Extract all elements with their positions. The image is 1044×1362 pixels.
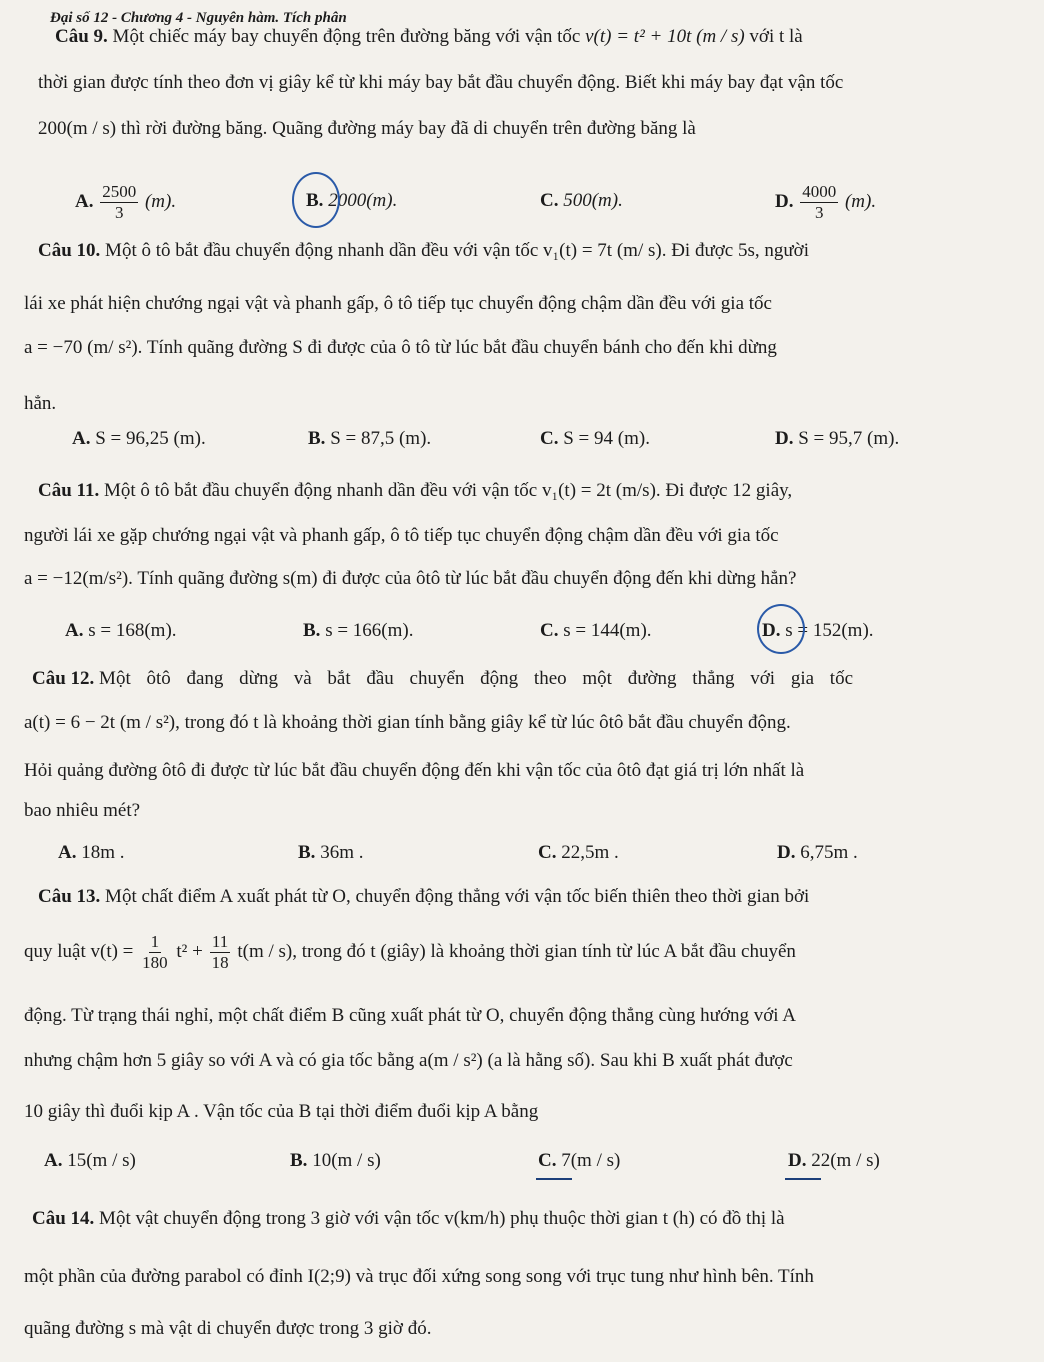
q11-option-b[interactable] (303, 620, 413, 642)
q12-option-d-label: D. (777, 842, 796, 863)
q11-answer-circle-mark (757, 604, 805, 654)
q10-option-b[interactable] (308, 428, 431, 450)
q9-line-3: 200(m / s) thì rời đường băng. Quãng đường máy bay đã di chuyển trên đường băng là (38, 118, 696, 139)
q14-label: Câu 14. (32, 1208, 95, 1229)
q13-option-d-value: 22(m / s) (811, 1150, 880, 1171)
q10-option-d-label: D. (775, 428, 794, 449)
q12-line-3: Hỏi quảng đường ôtô đi được từ lúc bắt đầu chuyển động đến khi vận tốc của ôtô đạt giá trị lớn nhất là (24, 760, 805, 781)
q14-text-1: Một vật chuyển động trong 3 giờ với vận tốc v(km/h) phụ thuộc thời gian t (h) có đồ thị là (99, 1208, 785, 1229)
q13-option-c-label: C. (538, 1150, 557, 1171)
q11-line-2: người lái xe gặp chướng ngại vật và phanh gấp, ô tô tiếp tục chuyển động chậm dần đều với gia tốc (24, 525, 779, 546)
q9-option-d-label: D. (775, 190, 794, 212)
q13-fraction-2-denominator: 18 (211, 953, 229, 972)
q11-option-a-value: s = 168(m). (88, 620, 177, 641)
q12-option-a-label: A. (58, 842, 77, 863)
q9-option-a-unit: (m). (144, 190, 177, 212)
q12-label: Câu 12. (32, 668, 95, 689)
q11-option-d-label: D. (762, 620, 781, 641)
q13-text-2c: t(m / s), trong đó t (giây) là khoảng thời gian tính từ lúc A bắt đầu chuyển (237, 940, 796, 962)
q13-option-a-label: A. (44, 1150, 63, 1171)
q13-line-2 (24, 932, 796, 973)
q13-line-3: động. Từ trạng thái nghỉ, một chất điểm B cũng xuất phát từ O, chuyển động thẳng cùng hướng với A (24, 1005, 796, 1026)
q12-option-d[interactable] (777, 842, 858, 864)
q9-line-1 (55, 26, 803, 48)
q12-option-a-value: 18m . (81, 842, 125, 863)
q13-option-b-value: 10(m / s) (312, 1150, 381, 1171)
q13-line-5: 10 giây thì đuổi kịp A . Vận tốc của B tại thời điểm đuổi kịp A bằng (24, 1101, 539, 1122)
q9-option-c-value: 500(m). (563, 190, 623, 211)
q13-option-b-label: B. (290, 1150, 308, 1171)
q11-option-b-value: s = 166(m). (325, 620, 414, 641)
q10-option-b-label: B. (308, 428, 326, 449)
q11-line-3: a = −12(m/s²). Tính quãng đường s(m) đi được của ôtô từ lúc bắt đầu chuyển động đến khi dừng hẳn? (24, 568, 797, 589)
q10-option-d[interactable] (775, 428, 899, 450)
q10-option-b-value: S = 87,5 (m). (330, 428, 432, 449)
q10-line-4: hẳn. (24, 393, 57, 414)
q13-text-2a: quy luật v(t) = (24, 940, 134, 962)
q13-line-1 (38, 886, 809, 908)
q9-velocity-formula: v(t) = t² + 10t (m / s) (585, 26, 745, 47)
q9-option-d-unit: (m). (844, 190, 877, 212)
q9-option-d-denominator: 3 (814, 203, 824, 222)
q9-option-d-numerator: 4000 (802, 182, 837, 201)
q9-option-d[interactable] (775, 182, 876, 223)
page-header: Đại số 12 - Chương 4 - Nguyên hàm. Tích phân (50, 10, 347, 26)
q11-text-1: Một ô tô bắt đầu chuyển động nhanh dần đều với vận tốc v₁(t) = 2t (m/s). Đi được 12 giây, (104, 480, 793, 501)
q13-fraction-1-denominator: 180 (142, 953, 168, 972)
q10-option-c-value: S = 94 (m). (563, 428, 650, 449)
q10-text-1: Một ô tô bắt đầu chuyển động nhanh dần đều với vận tốc v₁(t) = 7t (m/ s). Đi được 5s, người (105, 240, 809, 261)
q12-option-b[interactable] (298, 842, 363, 864)
q9-label: Câu 9. (55, 26, 108, 47)
q12-line-4: bao nhiêu mét? (24, 800, 141, 821)
q12-option-c[interactable] (538, 842, 619, 864)
q9-option-a-numerator: 2500 (102, 182, 137, 201)
q14-line-3: quãng đường s mà vật di chuyển được trong 3 giờ đó. (24, 1318, 432, 1339)
q12-option-a[interactable] (58, 842, 125, 864)
q9-text-1a: Một chiếc máy bay chuyển động trên đường băng với vận tốc (112, 26, 581, 47)
q13-label: Câu 13. (38, 886, 101, 907)
q9-option-a-fraction (100, 182, 138, 223)
q11-option-d-value: s = 152(m). (785, 620, 874, 641)
q13-option-b[interactable] (290, 1150, 381, 1172)
q10-option-c-label: C. (540, 428, 559, 449)
q13-option-d-underline-mark (785, 1178, 821, 1180)
q11-option-c-value: s = 144(m). (563, 620, 652, 641)
q12-option-c-label: C. (538, 842, 557, 863)
q11-option-b-label: B. (303, 620, 321, 641)
q9-option-a-label: A. (75, 190, 94, 212)
q10-line-3: a = −70 (m/ s²). Tính quãng đường S đi được của ô tô từ lúc bắt đầu chuyển bánh cho đến khi dừng (24, 337, 777, 358)
q10-line-2: lái xe phát hiện chướng ngại vật và phanh gấp, ô tô tiếp tục chuyển động chậm dần đều với gia tốc (24, 293, 772, 314)
q10-option-a[interactable] (72, 428, 206, 450)
q10-line-1 (38, 240, 809, 262)
q12-text-1: Một ôtô đang dừng và bắt đầu chuyển động theo một đường thẳng với gia tốc (99, 668, 854, 689)
q9-option-c-label: C. (540, 190, 559, 211)
q9-option-a[interactable] (75, 182, 176, 223)
q13-option-c-value: 7(m / s) (561, 1150, 621, 1171)
q13-fraction-1 (140, 932, 170, 973)
q12-option-c-value: 22,5m . (561, 842, 619, 863)
q13-fraction-1-numerator: 1 (150, 932, 160, 951)
q9-text-1b: với t là (749, 26, 803, 47)
q9-option-a-denominator: 3 (114, 203, 124, 222)
q11-label: Câu 11. (38, 480, 100, 501)
q11-option-a-label: A. (65, 620, 84, 641)
q12-option-b-label: B. (298, 842, 316, 863)
q12-line-2: a(t) = 6 − 2t (m / s²), trong đó t là khoảng thời gian tính bằng giây kể từ lúc ôtô bắt đầu chuyển động. (24, 712, 791, 733)
q14-line-2: một phần của đường parabol có đỉnh I(2;9) và trục đối xứng song song với trục tung như hình bên. Tính (24, 1266, 814, 1287)
q9-answer-circle-mark (292, 172, 340, 228)
q9-option-c[interactable] (540, 190, 623, 212)
q13-option-a[interactable] (44, 1150, 136, 1172)
q13-text-1: Một chất điểm A xuất phát từ O, chuyển động thẳng với vận tốc biến thiên theo thời gian bởi (105, 886, 810, 907)
q13-option-d-label: D. (788, 1150, 807, 1171)
q13-option-a-value: 15(m / s) (67, 1150, 136, 1171)
q13-option-d[interactable] (788, 1150, 880, 1172)
q9-line-2: thời gian được tính theo đơn vị giây kể từ khi máy bay bắt đầu chuyển động. Biết khi máy bay đạt vận tốc (38, 72, 844, 93)
q13-text-2b: t² + (176, 940, 203, 962)
q9-option-d-fraction (800, 182, 838, 223)
q10-option-d-value: S = 95,7 (m). (798, 428, 900, 449)
q9-option-b-label: B. (306, 190, 324, 211)
q11-line-1 (38, 480, 792, 502)
q12-line-1 (32, 668, 853, 690)
q13-option-c[interactable] (538, 1150, 620, 1172)
q12-option-b-value: 36m . (320, 842, 364, 863)
q10-label: Câu 10. (38, 240, 101, 261)
q9-option-b-value: 2000(m). (328, 190, 398, 211)
q11-option-a[interactable] (65, 620, 177, 642)
q11-option-c[interactable] (540, 620, 652, 642)
q10-option-a-label: A. (72, 428, 91, 449)
q10-option-c[interactable] (540, 428, 650, 450)
q14-line-1 (32, 1208, 785, 1230)
q13-fraction-2 (210, 932, 231, 973)
q12-option-d-value: 6,75m . (800, 842, 858, 863)
q13-fraction-2-numerator: 11 (211, 932, 229, 951)
q13-option-c-underline-mark (536, 1178, 572, 1180)
q11-option-c-label: C. (540, 620, 559, 641)
q10-option-a-value: S = 96,25 (m). (95, 428, 206, 449)
q13-line-4: nhưng chậm hơn 5 giây so với A và có gia tốc bằng a(m / s²) (a là hằng số). Sau khi B xuất phát được (24, 1050, 793, 1071)
